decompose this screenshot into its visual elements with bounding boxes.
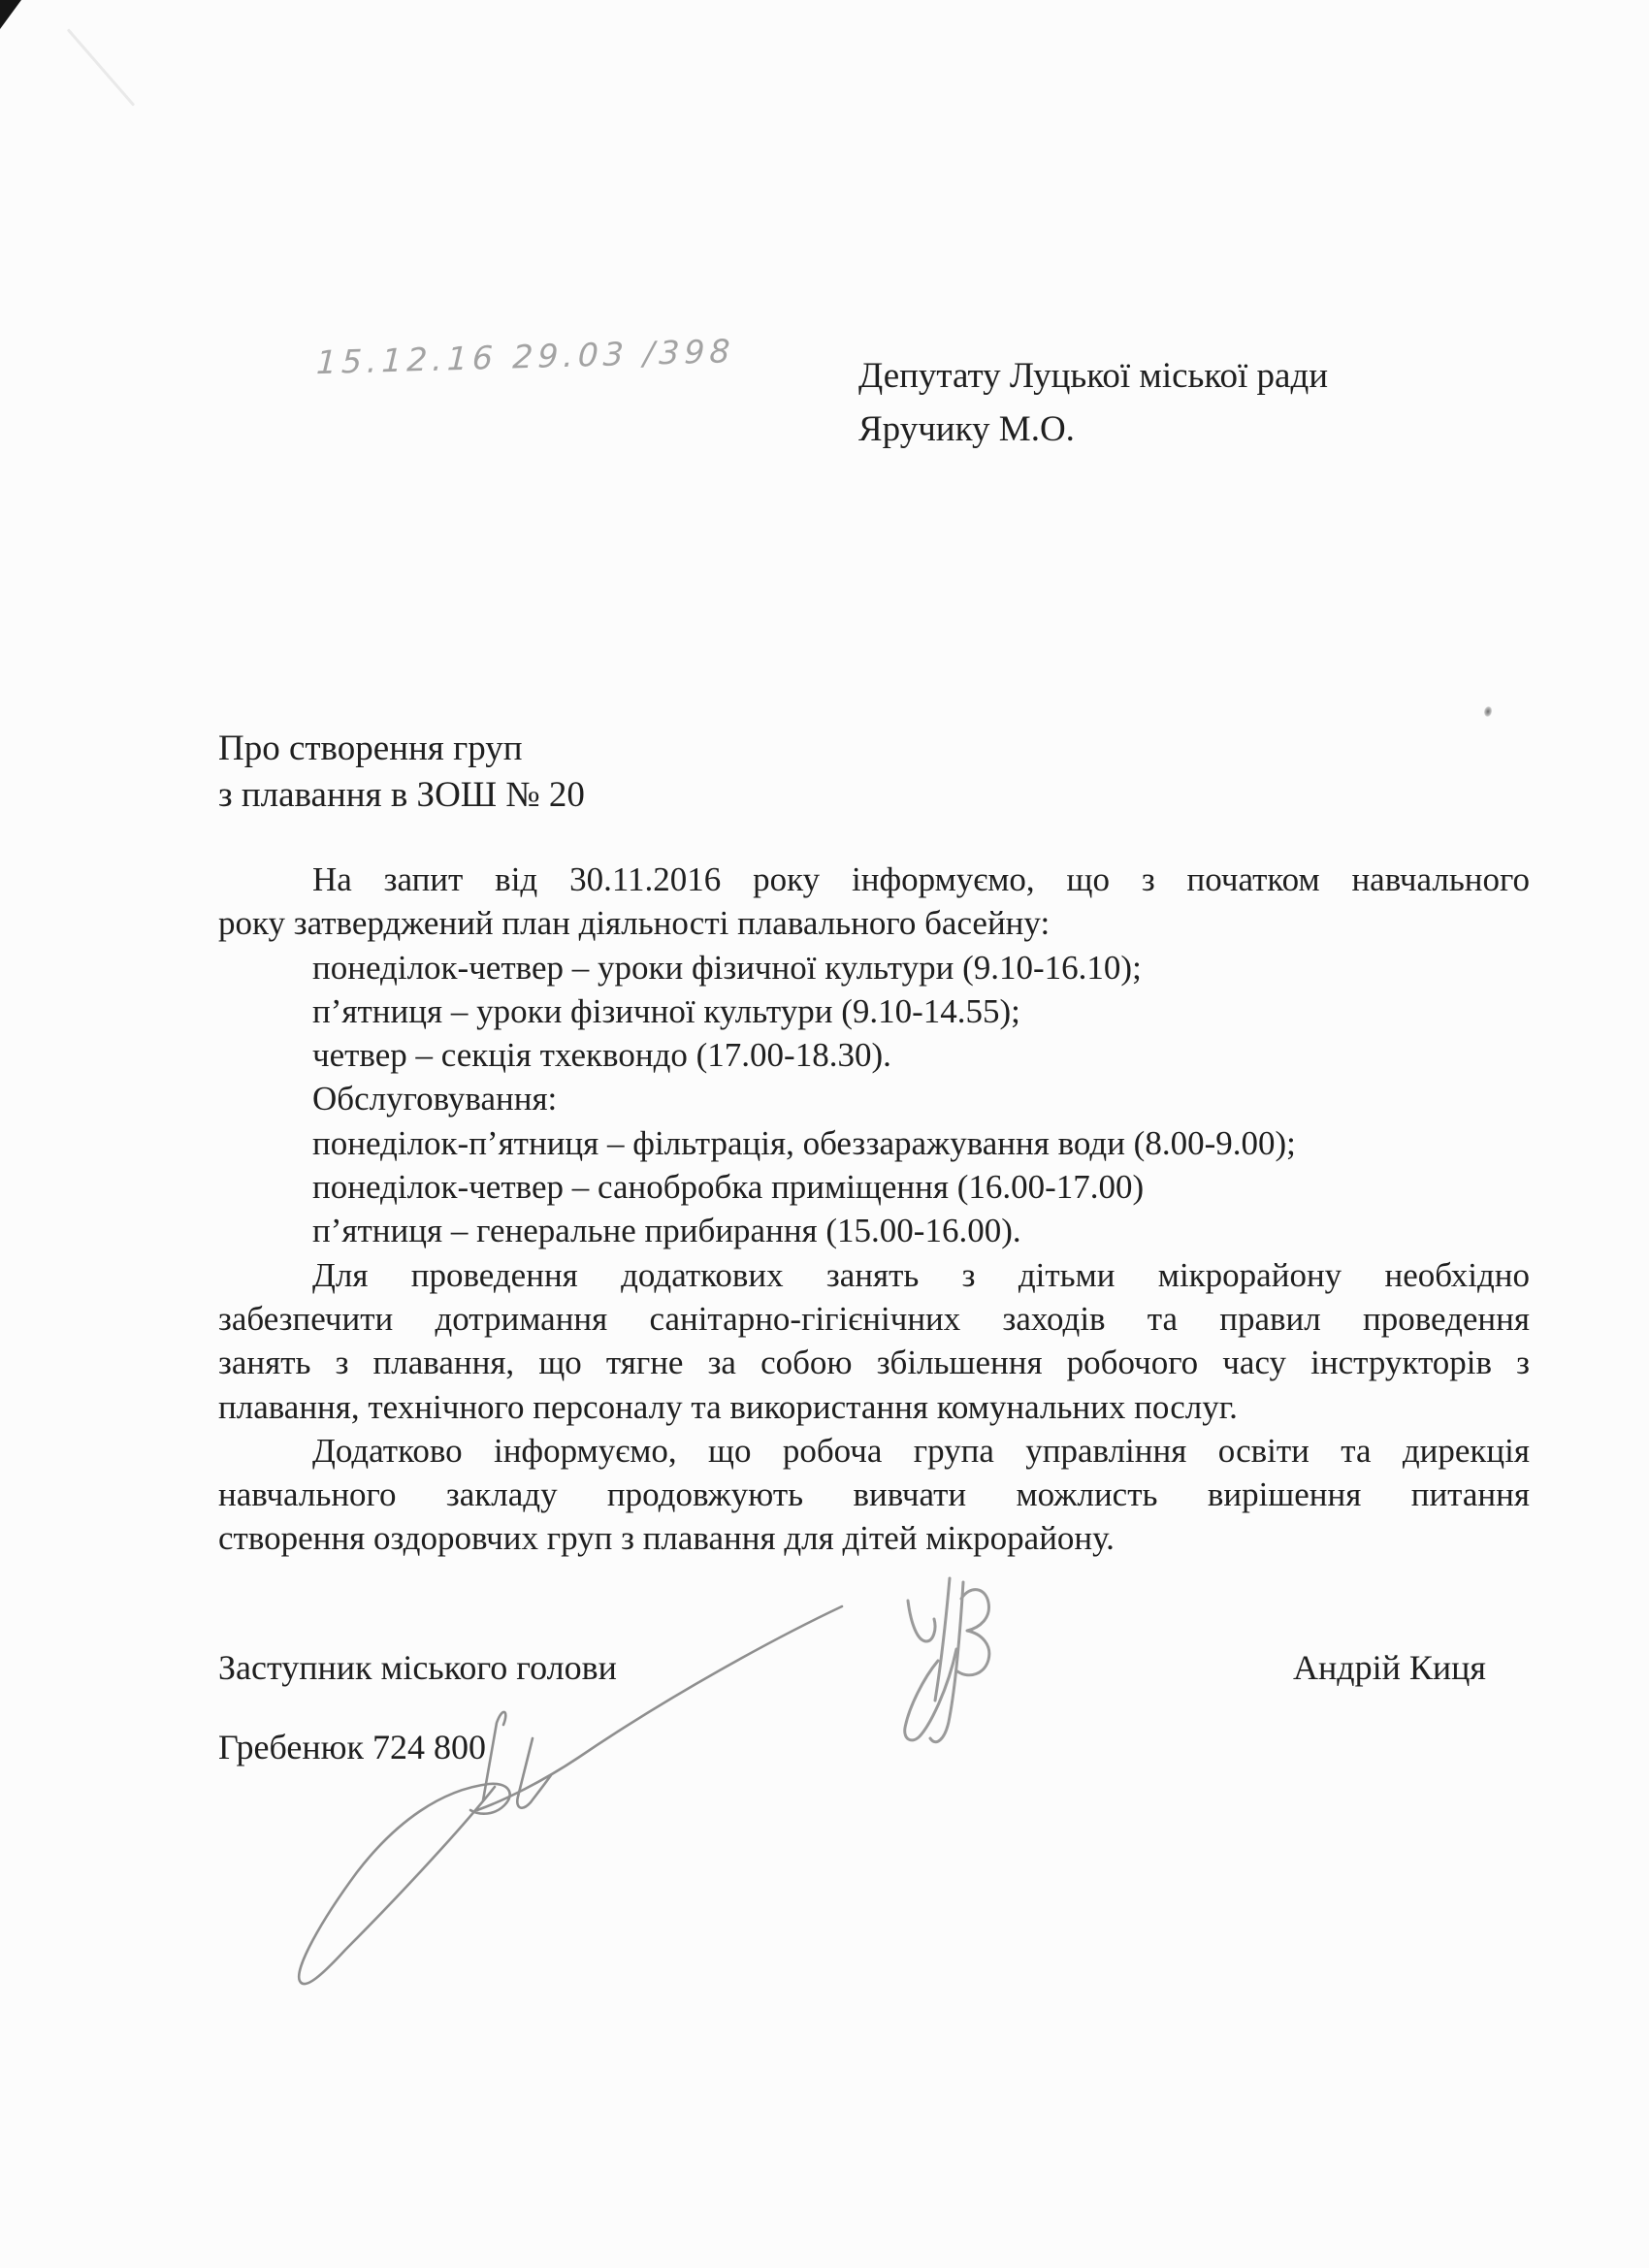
body-line: плавання, технічного персоналу та використання комунальних послуг. <box>218 1387 1238 1426</box>
signature-stroke <box>477 1606 842 1810</box>
subject-line-2: з плавання в ЗОШ № 20 <box>218 775 585 815</box>
signature-stroke <box>299 1784 509 1984</box>
signature-stroke <box>483 1712 505 1800</box>
signature-stroke <box>905 1649 956 1740</box>
executor-contact: Гребенюк 724 800 <box>218 1728 486 1766</box>
recipient-line-2: Яручику М.О. <box>858 409 1075 449</box>
signatory-name: Андрій Киця <box>1293 1648 1486 1687</box>
body-line: навчального закладу продовжують вивчати можлисть вирішення питання <box>218 1475 1530 1514</box>
body-line: Додатково інформуємо, що робоча група управління освіти та дирекція <box>312 1431 1530 1470</box>
signature-stroke <box>935 1578 950 1701</box>
body-line: п’ятниця – уроки фізичної культури (9.10-14.55); <box>312 991 1020 1030</box>
body-line: створення оздоровчих груп з плавання для дітей мікрорайону. <box>218 1519 1115 1558</box>
handwritten-registration-number: 15.12.16 29.03 /398 <box>315 332 736 382</box>
body-line: року затверджений план діяльності плавального басейну: <box>218 904 1051 943</box>
body-line: понеділок-четвер – уроки фізичної культури (9.10-16.10); <box>312 948 1142 987</box>
body-line: п’ятниця – генеральне прибирання (15.00-16.00). <box>312 1212 1021 1250</box>
letter-body <box>218 858 1530 1561</box>
body-line: понеділок-четвер – санобробка приміщення (16.00-17.00) <box>312 1168 1145 1207</box>
body-line: забезпечити дотримання санітарно-гігієнічних заходів та правил проведення <box>218 1299 1530 1338</box>
body-line: занять з плавання, що тягне за собою збільшення робочого часу інструкторів з <box>218 1344 1530 1382</box>
signature-stroke <box>957 1590 989 1675</box>
ink-speck <box>1483 705 1493 718</box>
body-line: понеділок-п’ятниця – фільтрація, обеззаражування води (8.00-9.00); <box>312 1123 1296 1162</box>
signatory-position: Заступник міського голови <box>218 1648 617 1687</box>
signature-stroke <box>930 1582 963 1742</box>
signature-stroke <box>908 1601 935 1641</box>
recipient-line-1: Депутату Луцької міської ради <box>858 356 1329 396</box>
subject-line-1: Про створення груп <box>218 729 523 768</box>
scan-corner-artifact <box>0 0 21 29</box>
body-line: Обслуговування: <box>312 1080 558 1118</box>
signature-scribble-center <box>905 1578 989 1742</box>
body-line: четвер – секція тхеквондо (17.00-18.30). <box>312 1036 891 1075</box>
body-line: Для проведення додаткових занять з дітьми мікрорайону необхідно <box>312 1255 1530 1294</box>
body-line: На запит від 30.11.2016 року інформуємо, що з початком навчального <box>312 860 1530 898</box>
paper-fold-crease <box>67 28 135 106</box>
subject-block <box>218 726 585 819</box>
recipient-block <box>858 349 1328 456</box>
signature-stroke <box>517 1738 551 1808</box>
